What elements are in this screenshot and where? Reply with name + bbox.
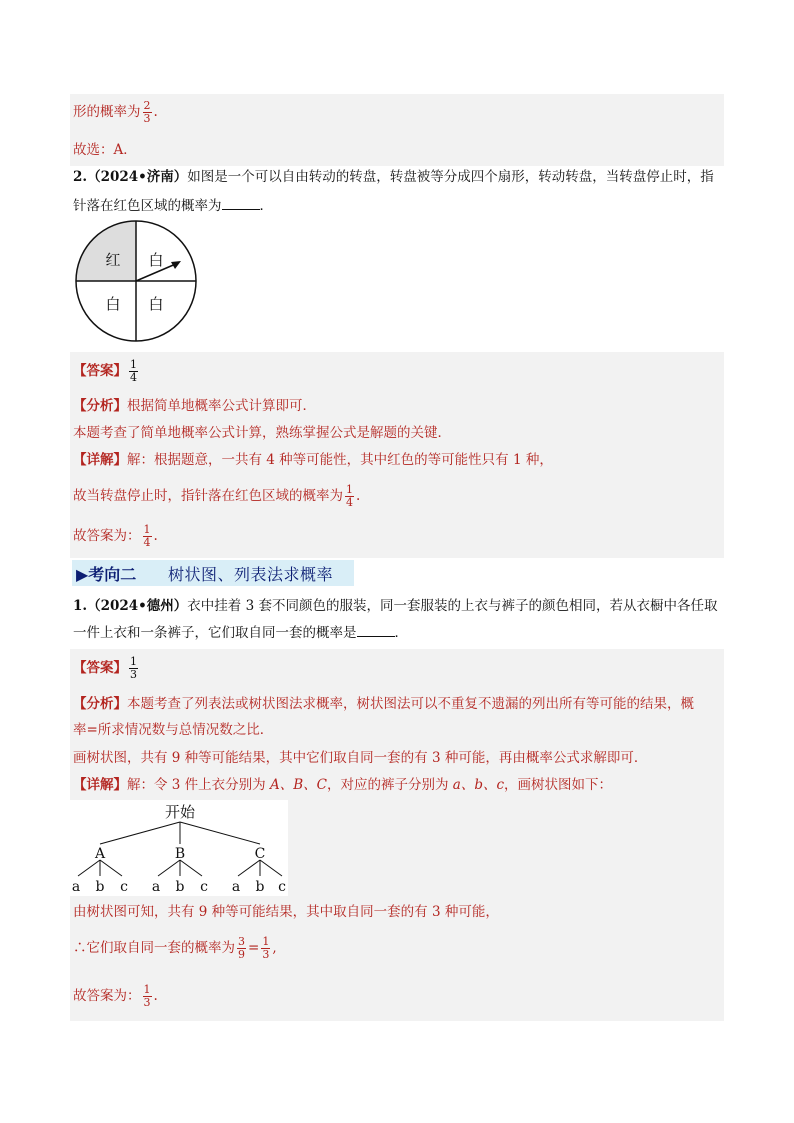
q1-analysis-line3: 画树状图，共有 9 种等可能结果，其中它们取自同一套的有 3 种可能，再由概率公式求解即可．	[73, 750, 648, 766]
section-tag: ▶考向二	[76, 565, 137, 584]
fraction: $\frac{3}{9}$	[238, 935, 245, 961]
tree-node-c: C	[254, 846, 266, 862]
q2-detail-line2: 故当转盘停止时，指针落在红色区域的概率为 $\frac{1}{4}$ .	[73, 483, 361, 509]
fraction: $\frac{1}{3}$	[130, 655, 137, 681]
tree-leaf: c	[200, 879, 208, 895]
q2-final: 故答案为： $\frac{1}{4}$ .	[73, 523, 158, 549]
tree-leaf: a	[231, 879, 241, 895]
q1-conclusion1: 由树状图可知，共有 9 种等可能结果，其中取自同一套的有 3 种可能，	[73, 904, 499, 920]
tree-leaf: b	[255, 879, 265, 895]
section-header	[72, 560, 354, 586]
fraction: $\frac{1}{4}$	[346, 483, 353, 509]
tree-leaf: b	[175, 879, 185, 895]
tree-leaf: a	[151, 879, 161, 895]
q1-analysis: 【分析】本题考查了列表法或树状图法求概率，树状图法可以不重复不遗漏的列出所有等可能的结果，概	[73, 696, 694, 712]
sector-label-tl: 红	[105, 251, 121, 269]
q1-detail: 【详解】解：令 3 件上衣分别为 A、B、C，对应的裤子分别为 a、b、c，画树状图如下：	[73, 777, 613, 793]
tree-root: 开始	[164, 803, 196, 821]
fraction: $\frac{1}{4}$	[143, 523, 151, 549]
q1-answer: 【答案】 $\frac{1}{3}$	[73, 655, 137, 681]
tree-diagram	[70, 800, 288, 896]
section-title: 树状图、列表法求概率	[168, 565, 334, 584]
sector-label-tr: 白	[148, 251, 164, 269]
answer-blank	[222, 195, 260, 210]
tree-leaf: a	[71, 879, 81, 895]
question-2-line2: 针落在红色区域的概率为 ．	[73, 195, 273, 216]
answer-blank	[357, 622, 395, 637]
q2-analysis: 【分析】根据简单地概率公式计算即可．	[73, 398, 316, 414]
q1-conclusion2: ∴它们取自同一套的概率为 $\frac{3}{9}$ = $\frac{1}{3}$ ,	[73, 935, 277, 961]
solution-choice: 故选：A．	[73, 142, 137, 158]
tree-node-a: A	[94, 846, 106, 862]
question-1-line2: 一件上衣和一条裤子，它们取自同一套的概率是 ．	[73, 622, 408, 643]
tree-node-b: B	[174, 846, 186, 862]
q2-analysis-line2: 本题考查了简单地概率公式计算，熟练掌握公式是解题的关键．	[73, 425, 451, 441]
q1-analysis-line2: 率=所求情况数与总情况数之比．	[73, 722, 274, 738]
tree-leaf: c	[120, 879, 128, 895]
solution-line: 形的概率为 $\frac{2}{3}$ .	[73, 99, 158, 125]
text: 形的概率为	[73, 104, 141, 120]
fraction: $\frac{1}{4}$	[130, 358, 137, 384]
q1-final: 故答案为： $\frac{1}{3}$ .	[73, 983, 158, 1009]
question-2-line1: 2.（2024•济南）如图是一个可以自由转动的转盘，转盘被等分成四个扇形，转动转盘，当转盘停止时，指	[73, 169, 714, 185]
tree-leaf: b	[95, 879, 105, 895]
question-1-line1: 1.（2024•德州）衣中挂着 3 套不同颜色的服装，同一套服装的上衣与裤子的颜色相同，若从衣橱中各任取	[73, 598, 718, 614]
sector-label-bl: 白	[105, 295, 121, 313]
spinner-diagram	[72, 219, 202, 345]
fraction: $\frac{2}{3}$	[143, 99, 151, 125]
q2-detail: 【详解】解：根据题意，一共有 4 种等可能性，其中红色的等可能性只有 1 种，	[73, 452, 553, 468]
fraction: $\frac{1}{3}$	[143, 983, 151, 1009]
tree-leaf: c	[278, 879, 286, 895]
sector-label-br: 白	[148, 295, 164, 313]
q2-answer: 【答案】 $\frac{1}{4}$	[73, 358, 137, 384]
solution-band-top	[70, 94, 724, 166]
fraction: $\frac{1}{3}$	[262, 935, 270, 961]
